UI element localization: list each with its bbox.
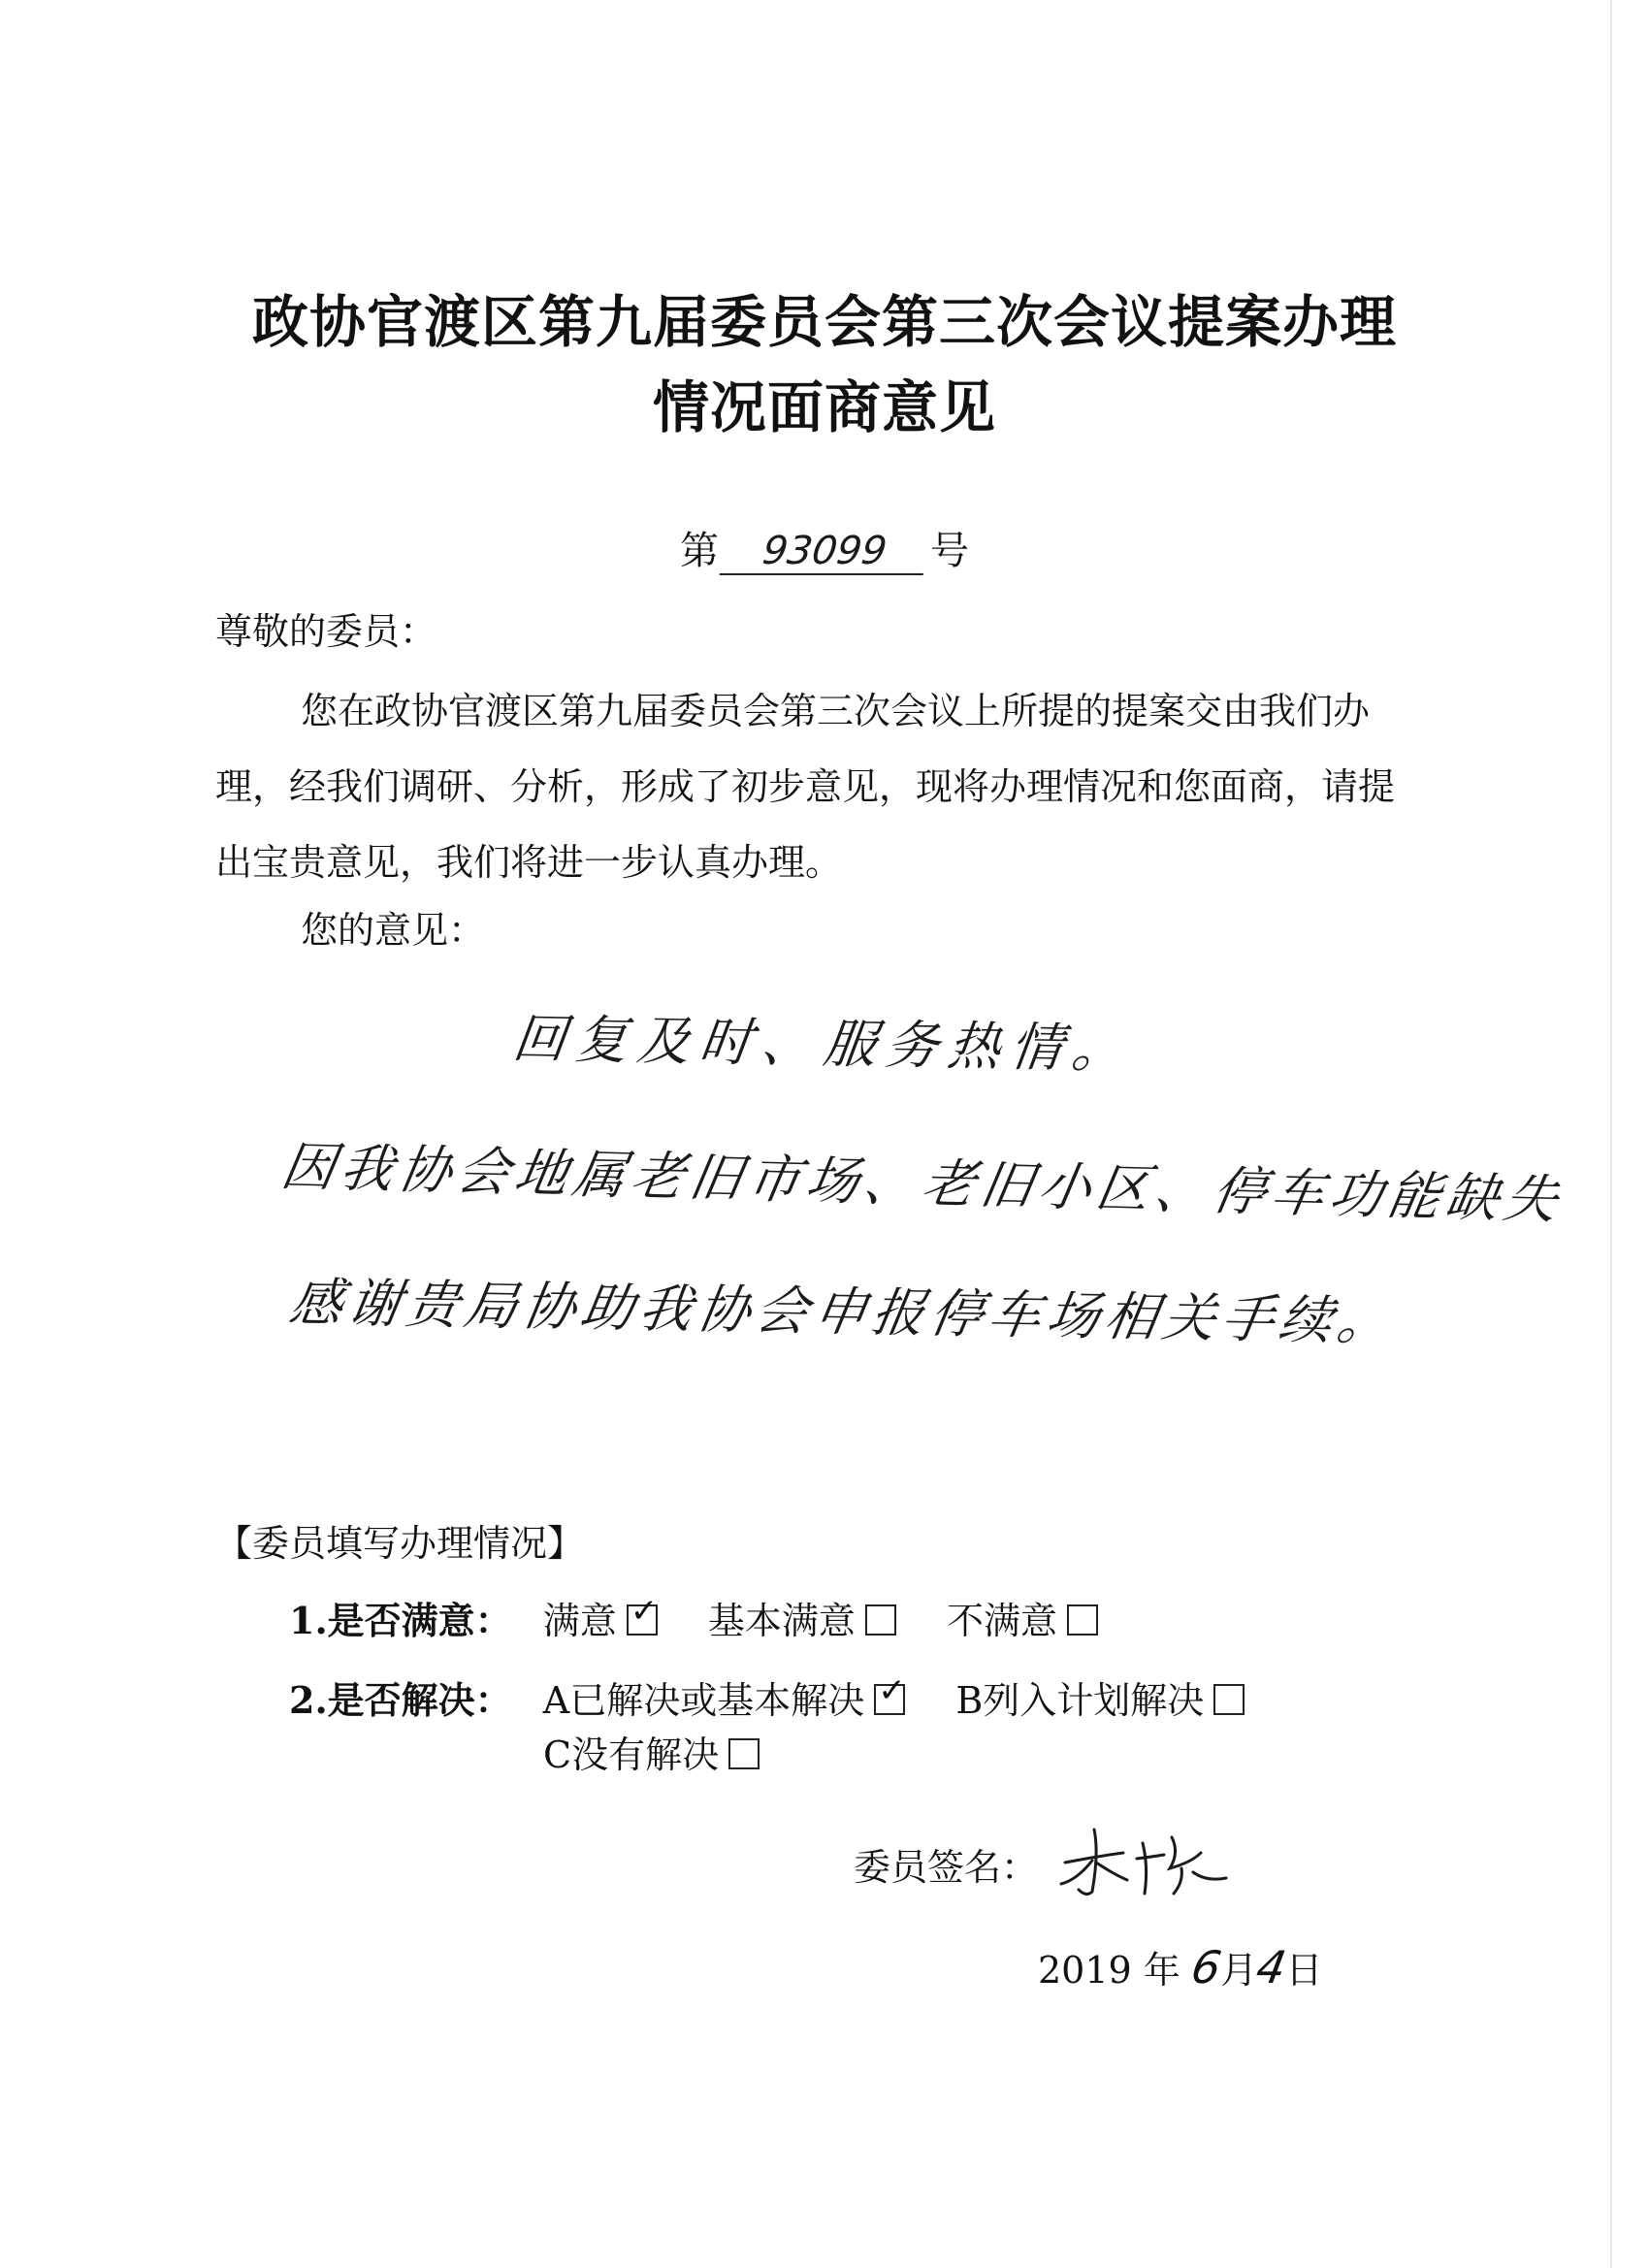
option-label: A已解决或基本解决 — [542, 1679, 865, 1722]
option-label: 不满意 — [946, 1600, 1057, 1642]
checkbox-not-resolved[interactable] — [728, 1738, 760, 1769]
option-planned — [955, 1679, 1245, 1722]
option-resolved — [542, 1671, 906, 1722]
option-label: 基本满意 — [707, 1600, 856, 1642]
date-day: 4 — [1252, 1941, 1291, 1993]
option-not-satisfied — [947, 1600, 1098, 1642]
checkbox-satisfied[interactable] — [627, 1592, 659, 1636]
number-prefix: 第 — [680, 529, 719, 573]
title-line-1: 政协官渡区第九届委员会第三次会议提案办理 — [251, 289, 1397, 355]
option-label: C没有解决 — [543, 1733, 720, 1776]
date-year: 2019 — [1038, 1949, 1132, 1992]
option-label: B列入计划解决 — [955, 1679, 1205, 1722]
section-title: 【委员填写办理情况】 — [215, 1522, 585, 1565]
check-mark-icon: ✓ — [630, 1592, 659, 1631]
proposal-number-line — [0, 520, 1649, 575]
handwritten-opinion-line-2: 因我协会地属老旧市场、老旧小区、停车功能缺失 — [277, 1136, 1568, 1231]
handwritten-opinion-line-3: 感谢贵局协助我协会申报停车场相关手续。 — [285, 1272, 1402, 1352]
title-line-2: 情况面商意见 — [652, 374, 996, 440]
check-mark-icon: ✓ — [878, 1671, 906, 1710]
date-month-unit: 月 — [1220, 1949, 1258, 1992]
checkbox-planned[interactable] — [1213, 1684, 1245, 1715]
signature-row — [854, 1824, 1240, 1901]
checkbox-not-satisfied[interactable] — [1067, 1604, 1098, 1636]
body-paragraph: 您在政协官渡区第九届委员会第三次会议上所提的提案交由我们办理，经我们调研、分析，形成了初步意见，现将办理情况和您面商，请提出宝贵意见，我们将进一步认真办理。 — [215, 690, 1396, 884]
salutation: 尊敬的委员： — [215, 610, 437, 653]
date-month: 6 — [1187, 1941, 1225, 1993]
checkbox-basically-satisfied[interactable] — [865, 1604, 896, 1636]
signature-label: 委员签名： — [854, 1846, 1039, 1889]
resolution-row — [289, 1670, 1283, 1724]
date-year-unit: 年 — [1143, 1949, 1180, 1992]
checkbox-resolved[interactable] — [874, 1671, 906, 1715]
resolution-row-continued — [543, 1725, 798, 1778]
proposal-number: 93099 — [720, 529, 930, 575]
date-day-unit: 日 — [1285, 1949, 1323, 1992]
resolution-label: 2.是否解决： — [289, 1678, 512, 1722]
option-not-resolved — [543, 1733, 760, 1776]
satisfaction-label: 1.是否满意： — [289, 1599, 512, 1642]
handwritten-opinion-line-1: 回复及时、服务热情。 — [509, 1008, 1139, 1081]
handwritten-signature — [1055, 1824, 1240, 1901]
option-basically-satisfied — [708, 1600, 896, 1642]
date-row — [1038, 1940, 1323, 1993]
satisfaction-row — [289, 1591, 1137, 1644]
option-satisfied — [542, 1592, 659, 1642]
number-suffix: 号 — [930, 529, 969, 573]
opinion-label: 您的意见： — [301, 909, 486, 952]
option-label: 满意 — [542, 1600, 617, 1642]
